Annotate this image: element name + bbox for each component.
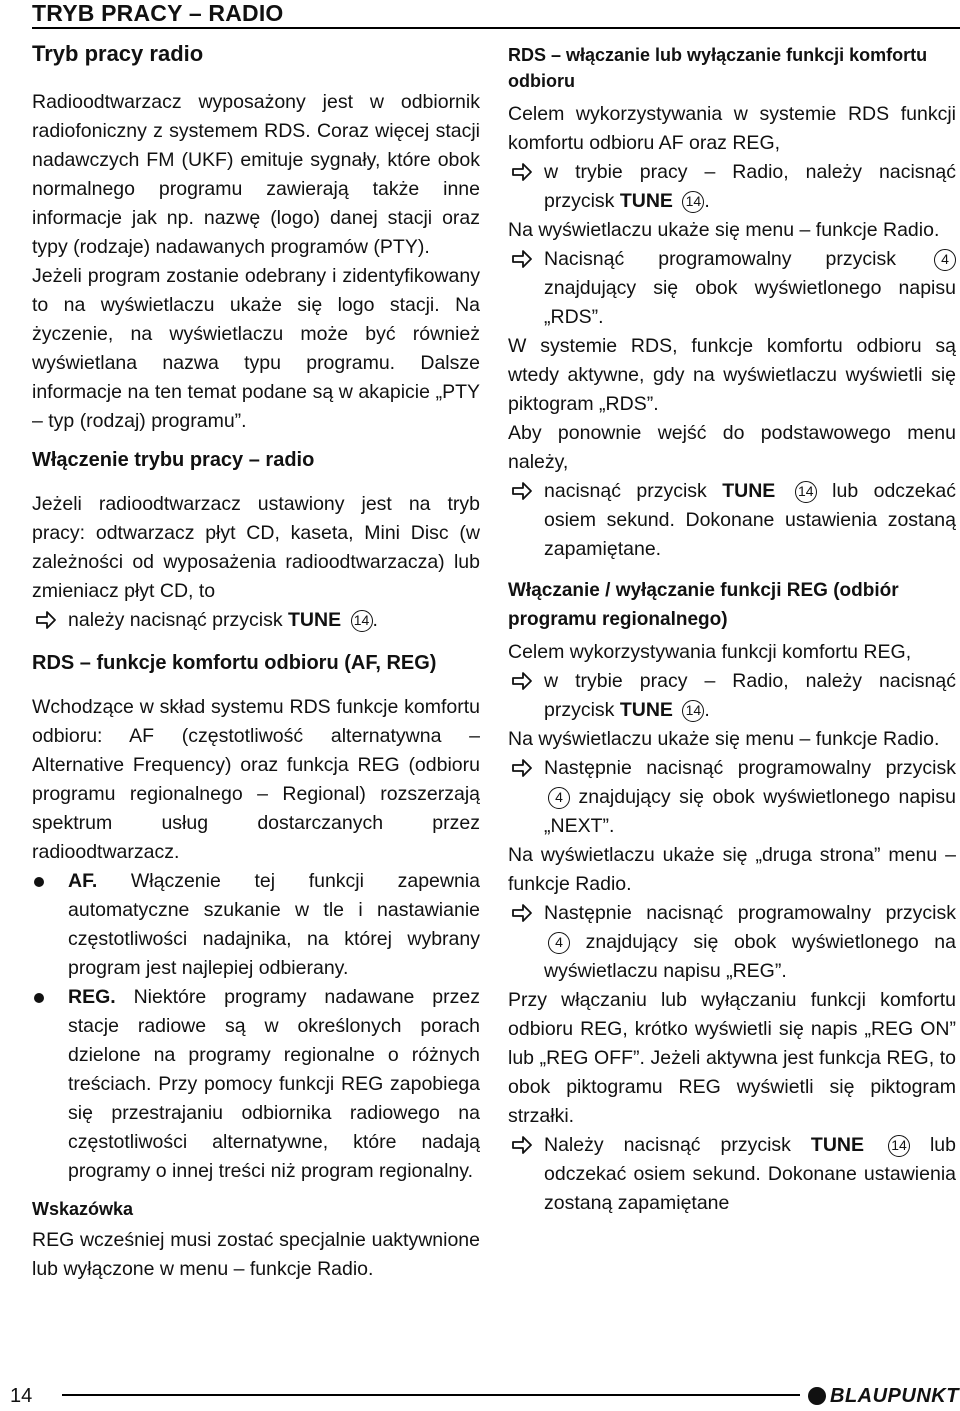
arrow-right-icon [510, 1133, 534, 1157]
arrow-right-icon [510, 901, 534, 925]
button-number-14: 14 [351, 610, 373, 632]
rds-comfort-text: Wchodzące w skład systemu RDS funkcje komfortu odbioru: AF (częstotliwość alternatywna – Alternative Frequency) oraz funkcja REG (odbioru programu regionalnego – Regional) rozszerzają spektrum usług dostarczanych przez radioodtwarzacz. [32, 696, 480, 863]
step-text: Nacisnąć programowalny przycisk [544, 248, 930, 270]
right-column [508, 42, 956, 1218]
step-text-end: znajdujący się obok wyświetlonego napisu „RDS”. [544, 277, 956, 328]
bullet-reg-key: REG. [68, 986, 116, 1008]
hint-text: REG wcześniej musi zostać specjalnie uaktywnione lub wyłączone w menu – funkcje Radio. [32, 1229, 480, 1280]
arrow-right-icon [510, 247, 534, 271]
rds-step-2 [508, 245, 956, 332]
footer-divider [62, 1394, 800, 1396]
step-text: Należy nacisnąć przycisk [544, 1134, 811, 1156]
intro-paragraph-2: Jeżeli program zostanie odebrany i zidentyfikowany to na wyświetlaczu ukaże się logo stacji. Na życzenie, na wyświetlaczu może być również wyświetlana nazwa typu programu. Dalsze informacje na ten temat podane są w akapicie „PTY – typ (rodzaj) programu”. [32, 265, 480, 432]
arrow-right-icon [510, 756, 534, 780]
step-text: w trybie pracy – Radio, należy nacisnąć przycisk [544, 161, 956, 212]
button-number-14: 14 [682, 191, 704, 213]
section-title-rds-toggle: RDS – włączanie lub wyłączanie funkcji komfortu odbioru [508, 45, 928, 91]
rds-back-text: Aby ponownie wejść do podstawowego menu należy, [508, 422, 956, 473]
bullet-af-key: AF. [68, 870, 98, 892]
step-text: należy nacisnąć przycisk [68, 609, 289, 631]
bullet-af-text: Włączenie tej funkcji zapewnia automatyczne szukanie w tle i nastawianie częstotliwości nadajnika, na której wybrany program jest najlepiej odbierany. [68, 870, 480, 979]
step-text-end: znajdujący się obok wyświetlonego napisu „NEXT”. [544, 786, 956, 837]
step-text-end: . [704, 190, 710, 212]
bullet-reg [32, 983, 480, 1186]
page-number: 14 [10, 1385, 33, 1407]
blaupunkt-dot-icon [808, 1387, 826, 1405]
reg-status-text: Przy włączaniu lub wyłączaniu funkcji komfortu odbioru REG, krótko wyświetli się napis „REG ON” lub „REG OFF”. Jeżeli aktywna jest funkcja REG, to obok piktogramu REG wyświetli się piktogram strzałki. [508, 989, 956, 1127]
reg-step-4 [508, 1131, 956, 1218]
button-number-14: 14 [795, 481, 817, 503]
tune-key-label: TUNE [619, 699, 673, 721]
intro-paragraph-1: Radioodtwarzacz wyposażony jest w odbiornik radiofoniczny z systemem RDS. Coraz więcej stacji nadawczych FM (UKF) emituje sygnały, które obok normalnego programu zawierają także inne informacje jak np. nazwę (logo) danej stacji oraz typy (rodzaje) nadawanych programów (PTY). [32, 91, 480, 258]
bullet-af [32, 867, 480, 983]
reg-menu-text: Na wyświetlaczu ukaże się menu – funkcje Radio. [508, 728, 940, 750]
section-title-enable-radio: Włączenie trybu pracy – radio [32, 449, 315, 471]
step-text: nacisnąć przycisk [544, 480, 723, 502]
button-number-4: 4 [548, 787, 570, 809]
arrow-right-icon [510, 160, 534, 184]
bullet-dot-icon [34, 993, 44, 1003]
button-number-4: 4 [548, 932, 570, 954]
section-title-reg-toggle: Włączanie / wyłączanie funkcji REG (odbiór programu regionalnego) [508, 580, 899, 630]
step-text-end: . [372, 609, 378, 631]
brand-logo [808, 1384, 959, 1408]
arrow-right-icon [34, 608, 58, 632]
enable-radio-step [32, 606, 480, 635]
tune-key-label: TUNE [619, 190, 673, 212]
bullet-dot-icon [34, 877, 44, 887]
hint-title: Wskazówka [32, 1199, 134, 1219]
page-header [32, 0, 960, 29]
arrow-right-icon [510, 669, 534, 693]
tune-key-label: TUNE [288, 609, 342, 631]
step-text: Następnie nacisnąć programowalny przycisk [544, 757, 956, 779]
step-text-end: znajdujący się obok wyświetlonego na wyświetlaczu napisu „REG”. [544, 931, 956, 982]
brand-name: BLAUPUNKT [830, 1384, 959, 1407]
enable-radio-text: Jeżeli radioodtwarzacz ustawiony jest na tryb pracy: odtwarzacz płyt CD, kaseta, Mini Disc (w zależności od wyposażenia radioodtwarzacza) lub zmieniacz płyt CD, to [32, 493, 480, 602]
tune-key-label: TUNE [810, 1134, 865, 1156]
step-text: Następnie nacisnąć programowalny przycisk [544, 902, 956, 924]
bullet-reg-text: Niektóre programy nadawane przez stacje radiowe są w określonych porach dzielone na programy regionalne o różnych treściach. Przy pomocy funkcji REG zapobiega się przestrajaniu odbiornika radiowego na częstotliwości alternatywne, które nadają programy o innej treści niż program regionalny. [68, 986, 480, 1182]
section-title-radio-mode: Tryb pracy radio [32, 41, 204, 66]
step-text: w trybie pracy – Radio, należy nacisnąć przycisk [544, 670, 956, 721]
button-number-14: 14 [682, 700, 704, 722]
rds-step-1 [508, 158, 956, 216]
rds-active-text: W systemie RDS, funkcje komfortu odbioru są wtedy aktywne, gdy na wyświetlaczu wyświetli się piktogram „RDS”. [508, 335, 956, 415]
rds-menu-text: Na wyświetlaczu ukaże się menu – funkcje Radio. [508, 219, 940, 241]
rds-step-3 [508, 477, 956, 564]
step-text-end: . [704, 699, 710, 721]
left-column [32, 36, 480, 1284]
section-title-rds-comfort: RDS – funkcje komfortu odbioru (AF, REG) [32, 652, 437, 674]
button-number-4: 4 [934, 249, 956, 271]
reg-second-page-text: Na wyświetlaczu ukaże się „druga strona” menu – funkcje Radio. [508, 844, 956, 895]
step-text-end: lub odczekać osiem sekund. Dokonane ustawienia zostaną zapamiętane. [544, 480, 956, 560]
arrow-right-icon [510, 479, 534, 503]
tune-key-label: TUNE [722, 480, 776, 502]
reg-intro: Celem wykorzystywania funkcji komfortu REG, [508, 641, 912, 663]
reg-step-3 [508, 899, 956, 986]
reg-step-1 [508, 667, 956, 725]
rds-toggle-intro: Celem wykorzystywania w systemie RDS funkcji komfortu odbioru AF oraz REG, [508, 103, 956, 154]
header-title: TRYB PRACY – RADIO [32, 0, 284, 26]
button-number-14: 14 [888, 1135, 910, 1157]
reg-step-2 [508, 754, 956, 841]
step-text-end: lub odczekać osiem sekund. Dokonane ustawienia zostaną zapamiętane [544, 1134, 956, 1214]
